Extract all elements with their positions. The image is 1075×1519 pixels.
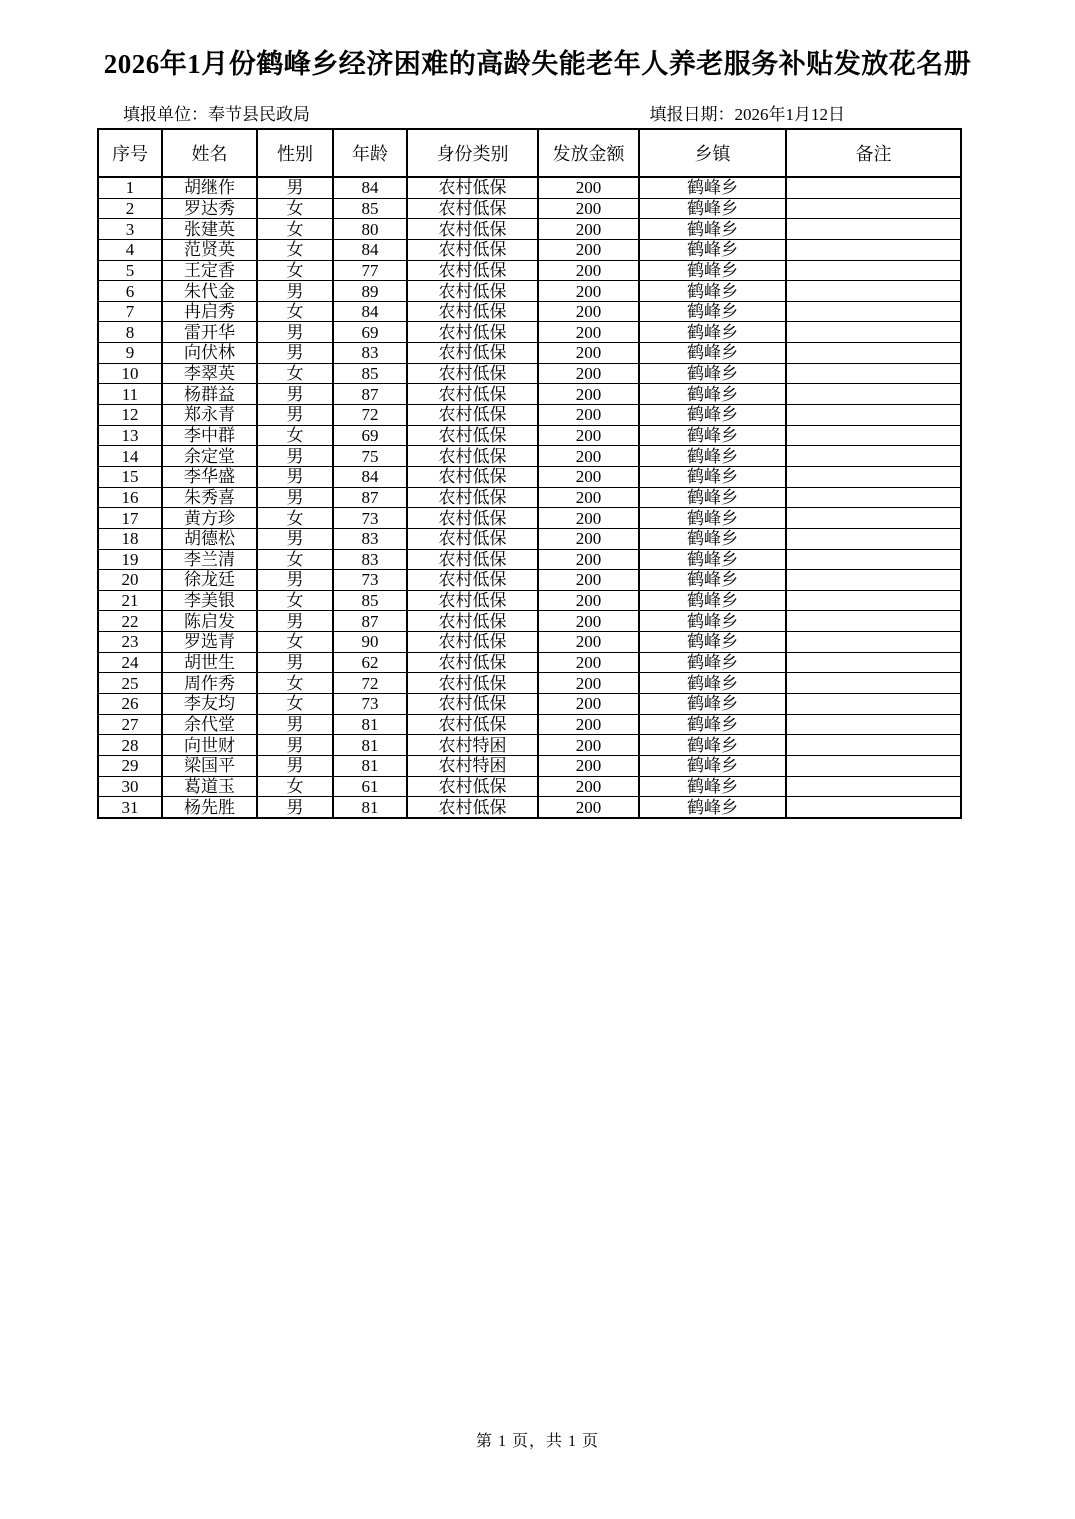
table-cell: 胡世生 (162, 652, 257, 673)
table-cell: 25 (98, 673, 162, 694)
table-cell: 鹤峰乡 (639, 239, 786, 260)
table-cell: 200 (538, 219, 639, 240)
table-cell: 24 (98, 652, 162, 673)
table-cell: 29 (98, 755, 162, 776)
table-row (98, 343, 961, 364)
table-cell: 85 (333, 198, 407, 219)
table-cell: 200 (538, 508, 639, 529)
table-row (98, 735, 961, 756)
table-cell: 郑永青 (162, 405, 257, 426)
table-cell (786, 528, 961, 549)
table-cell: 200 (538, 570, 639, 591)
table-row (98, 281, 961, 302)
table-cell: 鹤峰乡 (639, 343, 786, 364)
table-cell (786, 632, 961, 653)
table-cell: 男 (257, 322, 333, 343)
table-cell: 80 (333, 219, 407, 240)
table-cell: 鹤峰乡 (639, 198, 786, 219)
table-cell (786, 549, 961, 570)
table-cell: 6 (98, 281, 162, 302)
table-row (98, 570, 961, 591)
table-cell: 200 (538, 549, 639, 570)
table-cell: 农村低保 (407, 652, 538, 673)
table-cell: 女 (257, 239, 333, 260)
table-cell: 62 (333, 652, 407, 673)
table-cell: 农村低保 (407, 528, 538, 549)
table-cell: 鹤峰乡 (639, 384, 786, 405)
table-cell: 200 (538, 363, 639, 384)
table-row (98, 549, 961, 570)
table-cell: 鹤峰乡 (639, 549, 786, 570)
table-cell: 15 (98, 466, 162, 487)
table-row (98, 363, 961, 384)
table-cell: 200 (538, 466, 639, 487)
table-cell: 男 (257, 466, 333, 487)
report-meta (97, 100, 960, 125)
table-cell: 陈启发 (162, 611, 257, 632)
table-cell: 84 (333, 239, 407, 260)
table-cell: 农村低保 (407, 673, 538, 694)
column-header: 年龄 (333, 129, 407, 177)
table-row (98, 260, 961, 281)
table-cell: 女 (257, 219, 333, 240)
table-cell: 女 (257, 694, 333, 715)
table-cell: 200 (538, 177, 639, 198)
table-cell: 77 (333, 260, 407, 281)
table-cell: 20 (98, 570, 162, 591)
table-cell: 罗达秀 (162, 198, 257, 219)
table-cell: 女 (257, 549, 333, 570)
table-cell: 200 (538, 281, 639, 302)
table-cell: 1 (98, 177, 162, 198)
table-cell: 杨群益 (162, 384, 257, 405)
column-header: 备注 (786, 129, 961, 177)
table-cell: 鹤峰乡 (639, 487, 786, 508)
table-cell: 农村低保 (407, 219, 538, 240)
table-cell: 男 (257, 570, 333, 591)
table-cell: 85 (333, 363, 407, 384)
table-cell: 73 (333, 570, 407, 591)
table-row (98, 384, 961, 405)
table-cell: 81 (333, 735, 407, 756)
table-cell: 农村低保 (407, 466, 538, 487)
table-cell: 胡德松 (162, 528, 257, 549)
table-cell: 200 (538, 797, 639, 818)
table-cell: 鹤峰乡 (639, 735, 786, 756)
table-cell: 朱秀喜 (162, 487, 257, 508)
table-cell: 84 (333, 177, 407, 198)
table-cell: 鹤峰乡 (639, 363, 786, 384)
table-row (98, 797, 961, 818)
table-cell (786, 219, 961, 240)
table-cell: 农村低保 (407, 487, 538, 508)
table-cell: 89 (333, 281, 407, 302)
table-cell: 女 (257, 508, 333, 529)
table-cell: 农村低保 (407, 177, 538, 198)
table-cell: 69 (333, 425, 407, 446)
table-cell: 周作秀 (162, 673, 257, 694)
table-cell (786, 425, 961, 446)
table-cell (786, 735, 961, 756)
table-cell: 87 (333, 611, 407, 632)
table-cell: 男 (257, 714, 333, 735)
table-row (98, 755, 961, 776)
table-row (98, 446, 961, 467)
table-cell: 男 (257, 343, 333, 364)
table-cell: 鹤峰乡 (639, 590, 786, 611)
table-cell: 9 (98, 343, 162, 364)
table-cell: 农村低保 (407, 281, 538, 302)
table-cell: 200 (538, 673, 639, 694)
table-row (98, 590, 961, 611)
table-cell: 农村低保 (407, 570, 538, 591)
table-cell: 李兰清 (162, 549, 257, 570)
table-cell: 11 (98, 384, 162, 405)
table-cell: 22 (98, 611, 162, 632)
table-cell: 农村低保 (407, 260, 538, 281)
table-cell: 农村特困 (407, 735, 538, 756)
table-cell: 200 (538, 528, 639, 549)
table-cell: 农村低保 (407, 549, 538, 570)
table-cell: 男 (257, 405, 333, 426)
table-row (98, 177, 961, 198)
table-cell (786, 239, 961, 260)
table-cell: 83 (333, 343, 407, 364)
column-header: 身份类别 (407, 129, 538, 177)
table-cell: 73 (333, 508, 407, 529)
table-cell: 女 (257, 776, 333, 797)
table-cell: 鹤峰乡 (639, 694, 786, 715)
table-cell: 87 (333, 487, 407, 508)
table-cell: 19 (98, 549, 162, 570)
table-cell: 200 (538, 322, 639, 343)
table-row (98, 405, 961, 426)
table-cell: 鹤峰乡 (639, 528, 786, 549)
table-cell: 鹤峰乡 (639, 508, 786, 529)
table-cell (786, 301, 961, 322)
table-cell: 8 (98, 322, 162, 343)
table-cell: 21 (98, 590, 162, 611)
table-cell: 鹤峰乡 (639, 611, 786, 632)
table-cell: 冉启秀 (162, 301, 257, 322)
table-cell (786, 652, 961, 673)
table-row (98, 611, 961, 632)
table-cell: 81 (333, 797, 407, 818)
table-cell (786, 466, 961, 487)
table-cell: 81 (333, 714, 407, 735)
report-unit-label: 填报单位：奉节县民政局 (123, 105, 310, 124)
table-cell: 23 (98, 632, 162, 653)
table-cell: 30 (98, 776, 162, 797)
table-cell (786, 611, 961, 632)
table-cell: 鹤峰乡 (639, 322, 786, 343)
table-cell: 200 (538, 384, 639, 405)
table-cell: 200 (538, 343, 639, 364)
table-cell: 5 (98, 260, 162, 281)
table-cell: 3 (98, 219, 162, 240)
column-header: 序号 (98, 129, 162, 177)
table-cell: 鹤峰乡 (639, 652, 786, 673)
table-cell: 鹤峰乡 (639, 632, 786, 653)
table-cell (786, 797, 961, 818)
table-cell (786, 508, 961, 529)
table-cell: 200 (538, 405, 639, 426)
table-cell (786, 487, 961, 508)
table-cell: 农村低保 (407, 446, 538, 467)
table-cell (786, 260, 961, 281)
table-cell: 200 (538, 714, 639, 735)
table-row (98, 508, 961, 529)
table-cell: 200 (538, 611, 639, 632)
table-cell: 200 (538, 239, 639, 260)
table-cell: 男 (257, 281, 333, 302)
table-row (98, 466, 961, 487)
table-cell: 200 (538, 301, 639, 322)
table-cell: 李美银 (162, 590, 257, 611)
table-cell: 鹤峰乡 (639, 405, 786, 426)
table-cell: 男 (257, 735, 333, 756)
table-cell: 72 (333, 405, 407, 426)
table-cell: 农村低保 (407, 797, 538, 818)
table-cell (786, 384, 961, 405)
table-cell: 31 (98, 797, 162, 818)
table-cell: 农村低保 (407, 776, 538, 797)
table-cell: 7 (98, 301, 162, 322)
table-cell: 男 (257, 487, 333, 508)
table-cell: 73 (333, 694, 407, 715)
table-body (98, 177, 961, 818)
table-cell: 鹤峰乡 (639, 260, 786, 281)
table-cell: 200 (538, 735, 639, 756)
table-cell (786, 673, 961, 694)
table-row (98, 198, 961, 219)
table-cell (786, 198, 961, 219)
table-cell: 鹤峰乡 (639, 219, 786, 240)
table-cell: 梁国平 (162, 755, 257, 776)
table-cell: 14 (98, 446, 162, 467)
table-cell: 鹤峰乡 (639, 714, 786, 735)
table-cell: 农村低保 (407, 239, 538, 260)
table-cell: 农村低保 (407, 198, 538, 219)
table-cell: 26 (98, 694, 162, 715)
table-row (98, 632, 961, 653)
table-cell: 范贤英 (162, 239, 257, 260)
table-cell: 83 (333, 528, 407, 549)
table-cell: 女 (257, 198, 333, 219)
table-cell (786, 177, 961, 198)
table-cell (786, 755, 961, 776)
table-cell: 女 (257, 590, 333, 611)
roster-table (97, 128, 962, 819)
table-cell: 鹤峰乡 (639, 776, 786, 797)
table-cell (786, 570, 961, 591)
table-cell: 13 (98, 425, 162, 446)
table-cell (786, 281, 961, 302)
table-cell: 10 (98, 363, 162, 384)
table-cell: 农村低保 (407, 363, 538, 384)
table-cell: 200 (538, 776, 639, 797)
table-cell (786, 343, 961, 364)
table-cell (786, 322, 961, 343)
table-cell: 28 (98, 735, 162, 756)
table-cell: 84 (333, 466, 407, 487)
table-cell: 鹤峰乡 (639, 301, 786, 322)
table-cell: 200 (538, 632, 639, 653)
column-header: 性别 (257, 129, 333, 177)
table-cell: 男 (257, 797, 333, 818)
table-cell: 鹤峰乡 (639, 673, 786, 694)
table-cell: 17 (98, 508, 162, 529)
table-cell: 200 (538, 755, 639, 776)
table-cell (786, 590, 961, 611)
table-cell: 200 (538, 198, 639, 219)
table-cell: 男 (257, 446, 333, 467)
page-number-footer: 第 1 页，共 1 页 (475, 1433, 599, 1450)
table-cell: 69 (333, 322, 407, 343)
table-cell: 余定堂 (162, 446, 257, 467)
column-header: 乡镇 (639, 129, 786, 177)
table-cell: 李华盛 (162, 466, 257, 487)
table-cell: 12 (98, 405, 162, 426)
table-cell: 男 (257, 611, 333, 632)
table-cell: 农村低保 (407, 632, 538, 653)
table-cell: 男 (257, 528, 333, 549)
table-cell: 李翠英 (162, 363, 257, 384)
table-cell (786, 363, 961, 384)
table-row (98, 528, 961, 549)
table-cell: 83 (333, 549, 407, 570)
table-cell: 鹤峰乡 (639, 797, 786, 818)
column-header: 发放金额 (538, 129, 639, 177)
table-cell: 61 (333, 776, 407, 797)
table-cell: 200 (538, 590, 639, 611)
table-row (98, 487, 961, 508)
table-cell: 200 (538, 446, 639, 467)
table-cell: 农村低保 (407, 425, 538, 446)
table-cell: 农村低保 (407, 694, 538, 715)
table-cell: 雷开华 (162, 322, 257, 343)
table-cell: 农村低保 (407, 714, 538, 735)
table-cell: 农村特困 (407, 755, 538, 776)
table-row (98, 714, 961, 735)
table-cell: 向伏林 (162, 343, 257, 364)
table-cell: 葛道玉 (162, 776, 257, 797)
table-cell (786, 405, 961, 426)
table-cell (786, 446, 961, 467)
page-title: 2026年1月份鹤峰乡经济困难的高龄失能老年人养老服务补贴发放花名册 (103, 49, 972, 79)
table-cell: 张建英 (162, 219, 257, 240)
table-cell: 16 (98, 487, 162, 508)
table-row (98, 673, 961, 694)
table-cell: 女 (257, 260, 333, 281)
table-row (98, 239, 961, 260)
table-cell: 李友均 (162, 694, 257, 715)
table-cell: 男 (257, 755, 333, 776)
table-cell: 女 (257, 301, 333, 322)
table-row (98, 219, 961, 240)
table-cell: 农村低保 (407, 322, 538, 343)
table-cell: 鹤峰乡 (639, 570, 786, 591)
table-cell: 鹤峰乡 (639, 177, 786, 198)
table-cell: 男 (257, 384, 333, 405)
table-cell: 2 (98, 198, 162, 219)
table-cell: 男 (257, 652, 333, 673)
table-cell: 农村低保 (407, 405, 538, 426)
table-row (98, 322, 961, 343)
table-cell: 鹤峰乡 (639, 466, 786, 487)
table-cell: 200 (538, 260, 639, 281)
table-cell: 男 (257, 177, 333, 198)
table-cell: 87 (333, 384, 407, 405)
table-cell: 27 (98, 714, 162, 735)
table-cell: 200 (538, 652, 639, 673)
table-cell: 余代堂 (162, 714, 257, 735)
header-row (98, 129, 961, 177)
report-date-label: 填报日期：2026年1月12日 (649, 105, 845, 124)
table-cell: 王定香 (162, 260, 257, 281)
table-cell: 向世财 (162, 735, 257, 756)
table-row (98, 425, 961, 446)
table-cell: 72 (333, 673, 407, 694)
table-cell: 85 (333, 590, 407, 611)
table-cell: 罗选青 (162, 632, 257, 653)
table-cell: 李中群 (162, 425, 257, 446)
table-cell: 鹤峰乡 (639, 425, 786, 446)
table-cell (786, 694, 961, 715)
table-cell: 75 (333, 446, 407, 467)
table-cell: 鹤峰乡 (639, 446, 786, 467)
table-cell: 81 (333, 755, 407, 776)
table-cell: 女 (257, 363, 333, 384)
table-cell: 女 (257, 673, 333, 694)
table-cell: 农村低保 (407, 611, 538, 632)
table-cell: 200 (538, 425, 639, 446)
table-cell: 胡继作 (162, 177, 257, 198)
table-cell: 女 (257, 632, 333, 653)
table-cell (786, 776, 961, 797)
table-cell: 农村低保 (407, 384, 538, 405)
table-cell: 200 (538, 487, 639, 508)
table-cell: 鹤峰乡 (639, 281, 786, 302)
table-row (98, 776, 961, 797)
table-cell: 18 (98, 528, 162, 549)
table-cell: 徐龙廷 (162, 570, 257, 591)
table-cell: 农村低保 (407, 301, 538, 322)
table-cell: 农村低保 (407, 508, 538, 529)
table-cell: 84 (333, 301, 407, 322)
table-cell: 杨先胜 (162, 797, 257, 818)
table-cell: 女 (257, 425, 333, 446)
table-row (98, 301, 961, 322)
table-row (98, 652, 961, 673)
table-cell: 黄方珍 (162, 508, 257, 529)
column-header: 姓名 (162, 129, 257, 177)
table-cell (786, 714, 961, 735)
table-cell: 农村低保 (407, 590, 538, 611)
table-cell: 朱代金 (162, 281, 257, 302)
table-cell: 200 (538, 694, 639, 715)
table-cell: 鹤峰乡 (639, 755, 786, 776)
table-cell: 农村低保 (407, 343, 538, 364)
table-row (98, 694, 961, 715)
table-cell: 90 (333, 632, 407, 653)
table-cell: 4 (98, 239, 162, 260)
